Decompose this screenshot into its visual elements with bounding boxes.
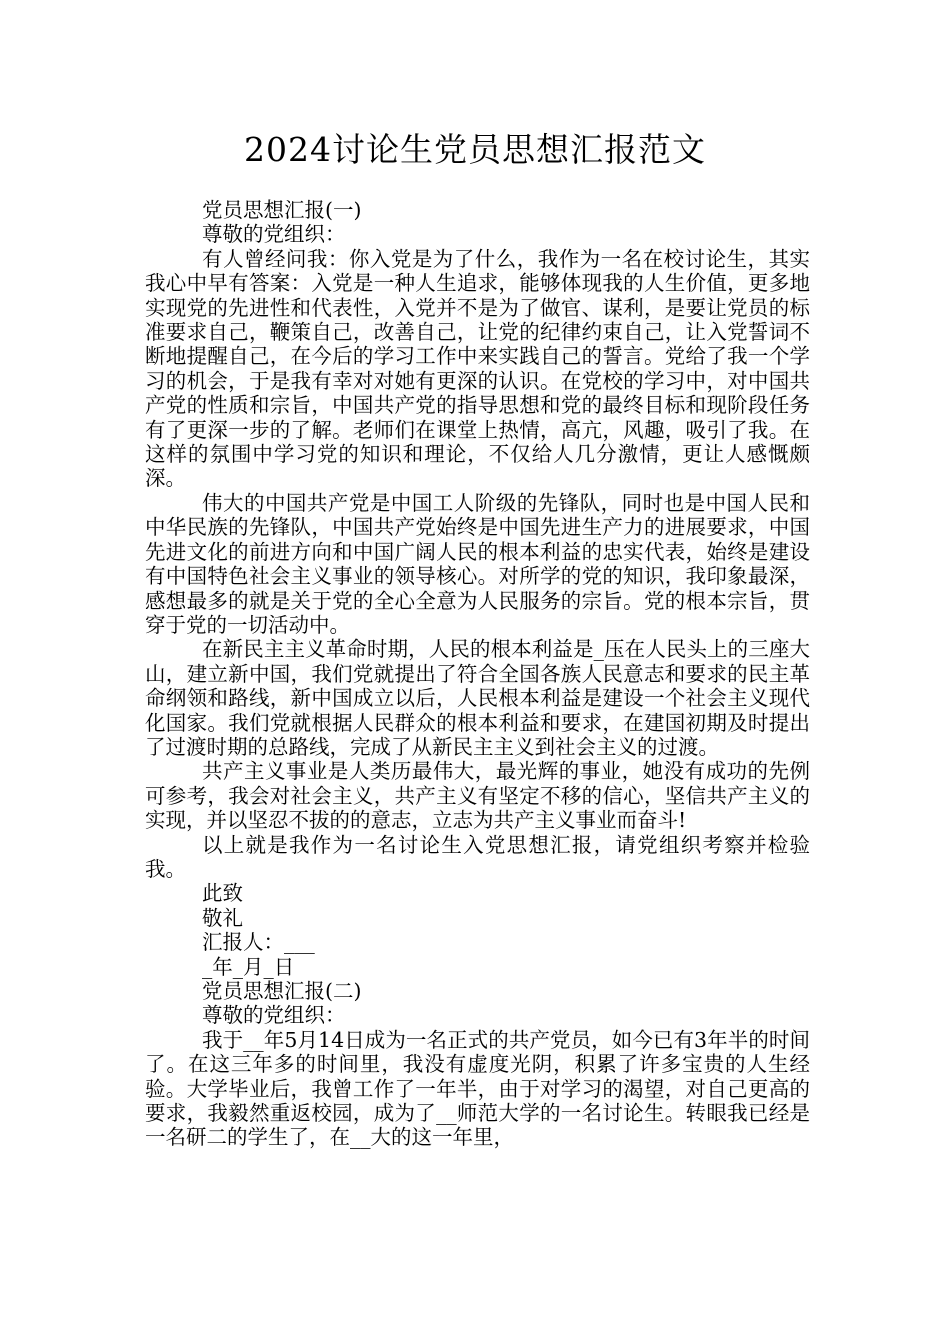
section-heading-1: 党员思想汇报(一) <box>202 198 362 222</box>
body-paragraph: 共产主义事业是人类历最伟大，最光辉的事业，她没有成功的先例可参考，我会对社会主义，共产主义有坚定不移的信心，坚信共产主义的实现，并以坚忍不拔的的意志，立志为共产主义事业而奋斗! <box>145 759 810 833</box>
reporter-line: 汇报人：___ <box>202 930 315 955</box>
body-paragraph: 在新民主主义革命时期，人民的根本利益是_压在人民头上的三座大山，建立新中国，我们党就提出了符合全国各族人民意志和要求的民主革命纲领和路线，新中国成立以后，人民根本利益是建设一个社会主义现代化国家。我们党就根据人民群众的根本利益和要求，在建国初期及时提出了过渡时期的总路线，完成了从新民主主义到社会主义的过渡。 <box>145 637 810 759</box>
salutation-2: 尊敬的党组织： <box>202 1003 346 1028</box>
date-line: _年_月_日 <box>202 954 295 979</box>
body-paragraph: 我于__年5月14日成为一名正式的共产党员，如今已有3年半的时间了。在这三年多的时间里，我没有虚度光阴，积累了许多宝贵的人生经验。大学毕业后，我曾工作了一年半，由于对学习的渴望，对自己更高的要求，我毅然重返校园，成为了__师范大学的一名讨论生。转眼我已经是一名研二的学生了，在__大的这一年里， <box>145 1027 810 1150</box>
salutation-1: 尊敬的党组织： <box>202 222 346 247</box>
closing-line: 此致 <box>202 881 243 906</box>
document-body <box>145 198 810 1150</box>
body-paragraph: 有人曾经问我：你入党是为了什么，我作为一名在校讨论生，其实我心中早有答案：入党是一种人生追求，能够体现我的人生价值，更多地实现党的先进性和代表性，入党并不是为了做官、谋利，是要让党员的标准要求自己，鞭策自己，改善自己，让党的纪律约束自己，让入党誓词不断地提醒自己，在今后的学习工作中来实践自己的誓言。党给了我一个学习的机会，于是我有幸对对她有更深的认识。在党校的学习中，对中国共产党的性质和宗旨，中国共产党的指导思想和党的最终目标和现阶段任务有了更深一步的了解。老师们在课堂上热情，高亢，风趣，吸引了我。在这样的氛围中学习党的知识和理论，不仅给人几分激情，更让人感慨颇深。 <box>145 246 810 491</box>
section-heading-2: 党员思想汇报(二) <box>202 979 362 1003</box>
body-paragraph: 以上就是我作为一名讨论生入党思想汇报，请党组织考察并检验我。 <box>145 832 810 881</box>
closing-line: 敬礼 <box>202 905 243 930</box>
document-title: 2024讨论生党员思想汇报范文 <box>244 130 706 169</box>
body-paragraph: 伟大的中国共产党是中国工人阶级的先锋队，同时也是中国人民和中华民族的先锋队，中国共产党始终是中国先进生产力的进展要求，中国先进文化的前进方向和中国广阔人民的根本利益的忠实代表，始终是建设有中国特色社会主义事业的领导核心。对所学的党的知识，我印象最深，感想最多的就是关于党的全心全意为人民服务的宗旨。党的根本宗旨，贯穿于党的一切活动中。 <box>145 490 810 637</box>
